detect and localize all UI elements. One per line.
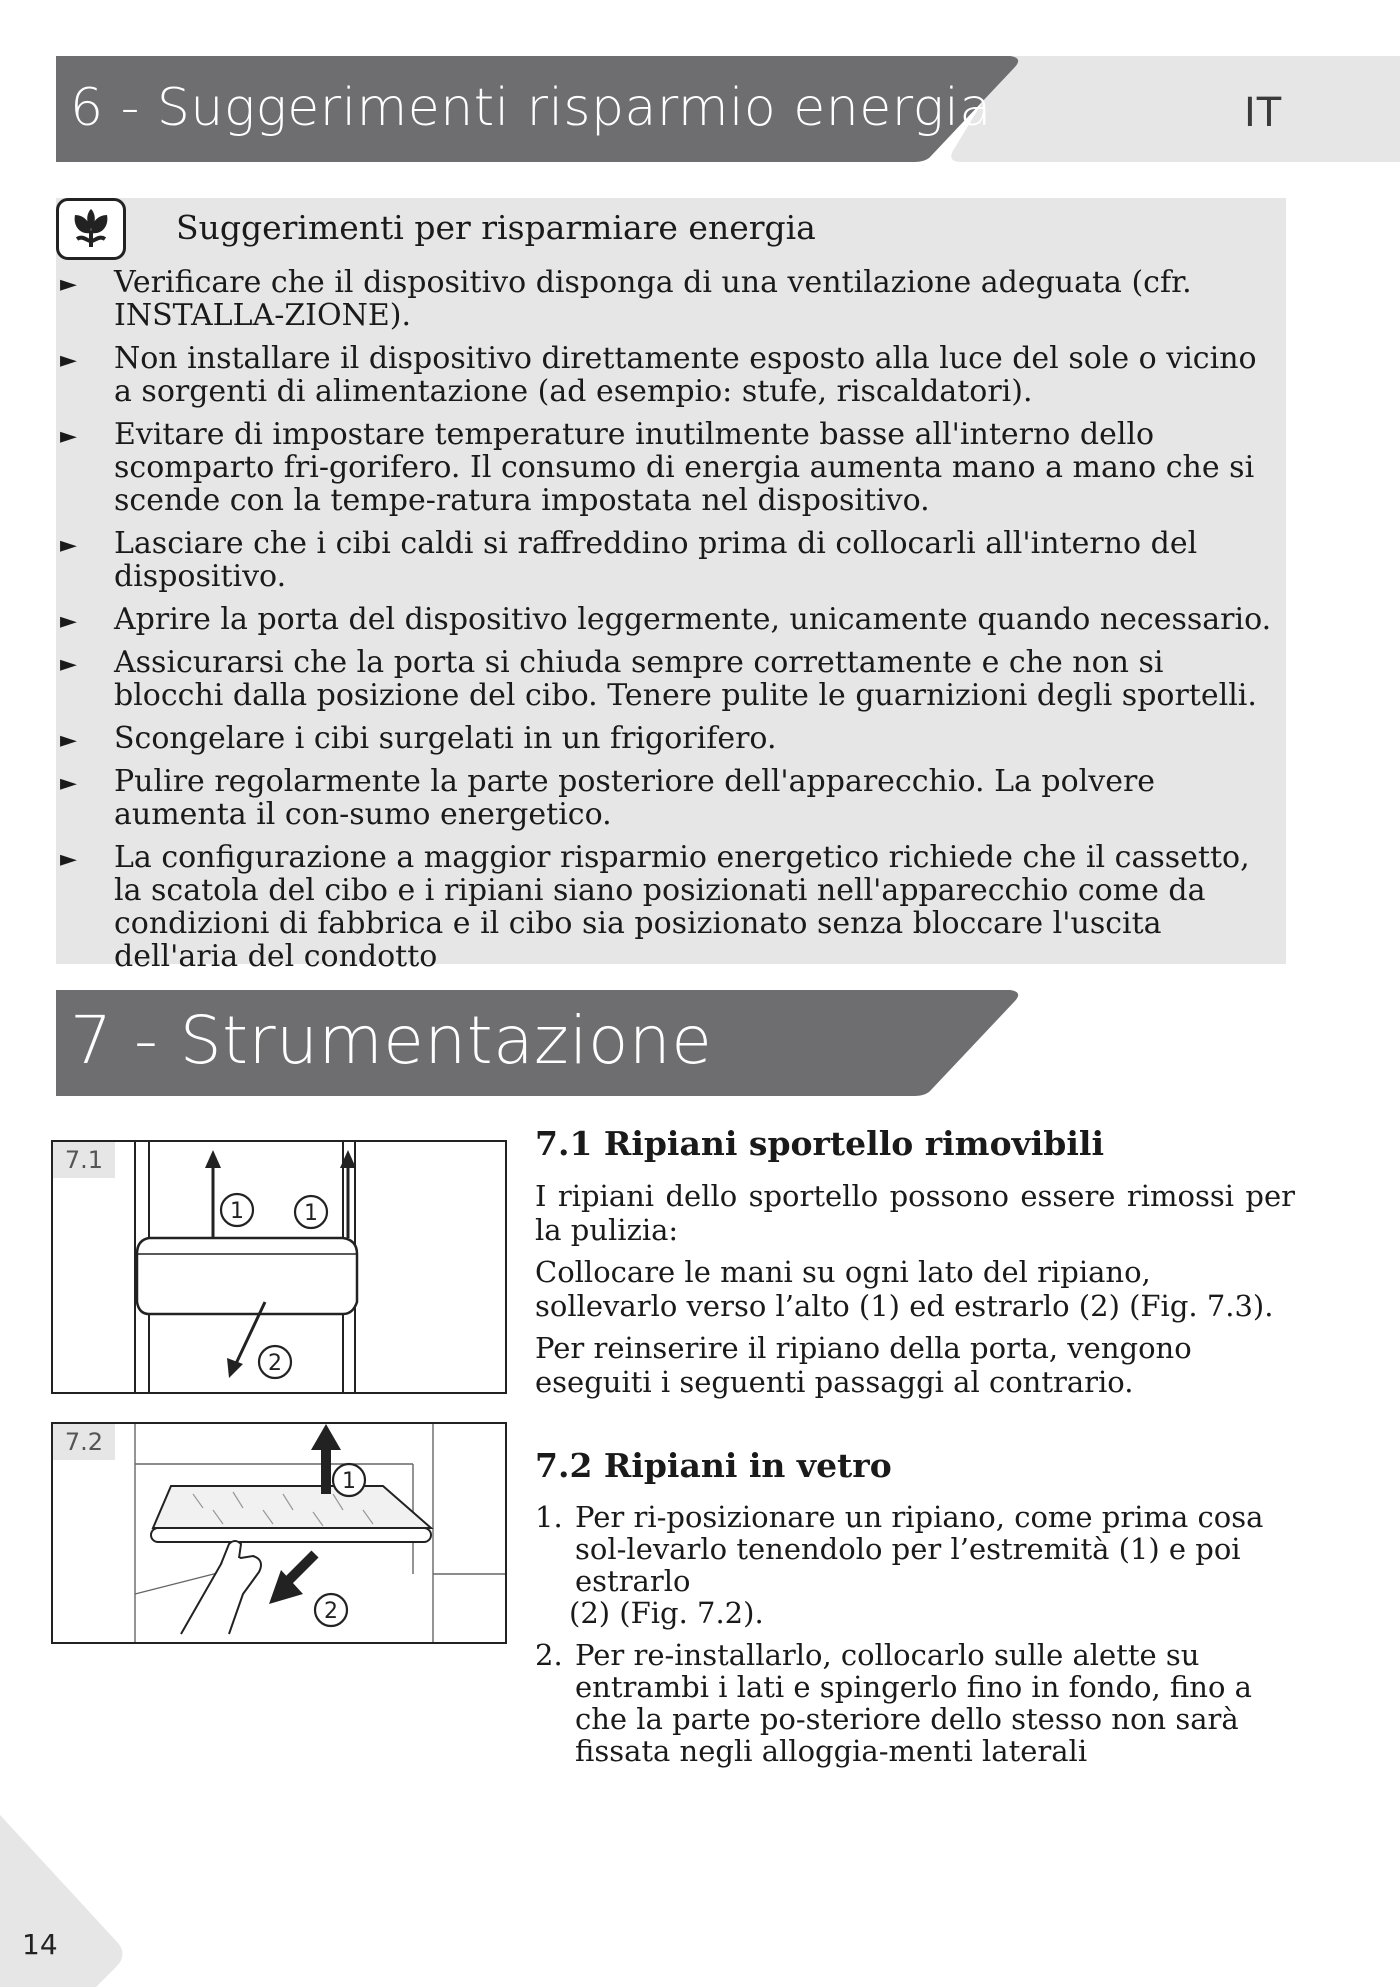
step-text: Per re-installarlo, collocarlo sulle alette su entrambi i lati e spingerlo fino in fondo, fino a che la parte po-steriore dello stesso non sarà fissata negli alloggia-menti laterali (575, 1638, 1252, 1768)
step-number: 1. (535, 1500, 563, 1534)
list-item: ► Non installare il dispositivo direttamente esposto alla luce del sole o vicino a sorgenti di alimentazione (ad esempio: stufe, riscaldatori). (60, 341, 1257, 409)
figure-7-2 (51, 1422, 507, 1644)
section-6-title: 6 - Suggerimenti risparmio energia (70, 78, 992, 138)
paragraph: I ripiani dello sportello possono essere rimossi per la pulizia: (535, 1179, 1295, 1247)
figure-label: 7.2 (53, 1424, 115, 1460)
subsection-7-2-heading: 7.2 Ripiani in vetro (535, 1446, 892, 1485)
section-7-banner (56, 990, 1020, 1096)
page-number: 14 (22, 1928, 58, 1961)
bullet-icon: ► (60, 771, 77, 796)
subsection-7-1-heading: 7.1 Ripiani sportello rimovibili (535, 1124, 1104, 1163)
energy-tips-box (56, 198, 1286, 974)
tips-list (56, 266, 1286, 983)
list-item: ► Aprire la porta del dispositivo leggermente, unicamente quando necessario. (60, 602, 1272, 637)
bullet-icon: ► (60, 609, 77, 634)
bullet-icon: ► (60, 847, 77, 872)
paragraph: Collocare le mani su ogni lato del ripiano, sollevarlo verso l’alto (1) ed estrarlo (2) (Fig. 7.3). (535, 1255, 1274, 1323)
bullet-icon: ► (60, 424, 77, 449)
list-item: ► Pulire regolarmente la parte posteriore dell'apparecchio. La polvere aumenta il con-sumo energetico. (60, 764, 1156, 832)
step-text-tail: (2) (Fig. 7.2). (569, 1596, 764, 1630)
list-item (535, 1639, 1295, 1767)
step-number: 2. (535, 1638, 563, 1672)
glass-shelf-illustration (53, 1424, 505, 1642)
language-code: IT (1244, 90, 1283, 136)
bullet-icon: ► (60, 652, 77, 677)
list-item: ► Lasciare che i cibi caldi si raffreddino prima di collocarli all'interno del dispositivo. (60, 526, 1198, 594)
marker-2-label: 2 (268, 1351, 282, 1376)
leaf-eco-icon (56, 198, 126, 260)
bullet-icon: ► (60, 348, 77, 373)
marker-1-label: 1 (304, 1201, 318, 1226)
door-shelf-illustration (53, 1142, 505, 1392)
marker-1-label: 1 (230, 1199, 244, 1224)
paragraph: Per reinserire il ripiano della porta, vengono eseguiti i seguenti passaggi al contrario. (535, 1331, 1192, 1399)
section-7-title: 7 - Strumentazione (70, 1002, 713, 1079)
list-item: ► Assicurarsi che la porta si chiuda sempre correttamente e che non si blocchi dalla posizione del cibo. Tenere pulite le guarnizioni degli sportelli. (60, 645, 1257, 713)
page-corner-shape (0, 1815, 130, 1987)
list-item: ► Verificare che il dispositivo disponga di una ventilazione adeguata (cfr. INSTALLA-ZIONE). (60, 265, 1192, 333)
list-item: ► Scongelare i cibi surgelati in un frigorifero. (60, 721, 777, 756)
tips-heading: Suggerimenti per risparmiare energia (176, 208, 816, 247)
marker-2-label: 2 (324, 1599, 338, 1624)
section-6-banner (56, 56, 1020, 162)
figure-7-1 (51, 1140, 507, 1394)
bullet-icon: ► (60, 272, 77, 297)
bullet-icon: ► (60, 728, 77, 753)
list-item: ► Evitare di impostare temperature inutilmente basse all'interno dello scomparto fri-gorifero. Il consumo di energia aumenta mano a mano che si scende con la tempe-ratura impostata nel dispositivo. (60, 417, 1255, 518)
subsection-7-1 (535, 1124, 1295, 1407)
step-text: Per ri-posizionare un ripiano, come prima cosa sol-levarlo tenendolo per l’estremità (1) e poi estrarlo (575, 1500, 1264, 1598)
figure-label: 7.1 (53, 1142, 115, 1178)
list-item: ► La configurazione a maggior risparmio energetico richiede che il cassetto, la scatola del cibo e i ripiani siano posizionati nell'apparecchio come da condizioni di fabbrica e il cibo sia posizionato senza bloccare l'uscita dell'aria del condotto (60, 840, 1250, 974)
bullet-icon: ► (60, 533, 77, 558)
subsection-7-2 (535, 1446, 1295, 1777)
marker-1-label: 1 (342, 1469, 356, 1494)
list-item (535, 1501, 1295, 1629)
steps-list (535, 1501, 1295, 1767)
